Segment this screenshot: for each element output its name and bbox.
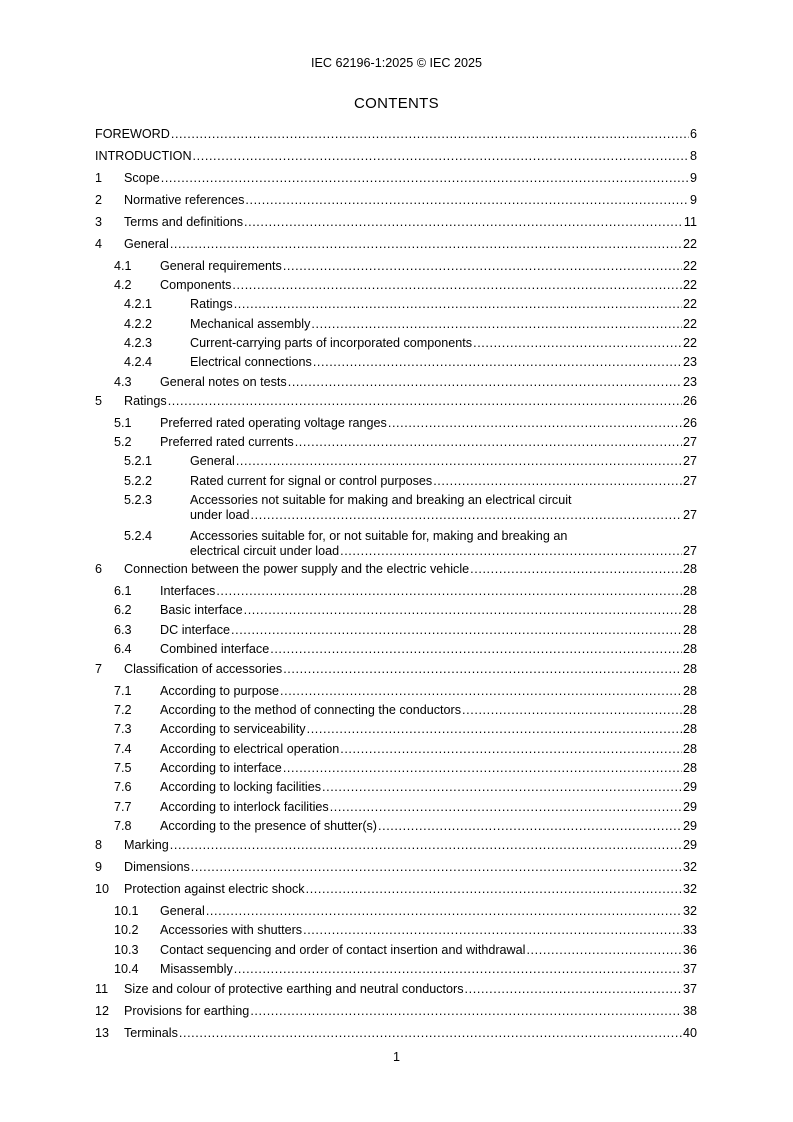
- dot-leader: [470, 562, 682, 576]
- dot-leader: [462, 703, 682, 717]
- toc-entry-title: Normative references: [124, 193, 245, 207]
- dot-leader: [283, 761, 682, 775]
- toc-entry[interactable]: [0, 435, 793, 451]
- toc-entry-title: Classification of accessories: [124, 662, 283, 676]
- toc-entry-title: Connection between the power supply and the electric vehicle: [124, 562, 470, 576]
- toc-entry-number: 7.4: [114, 742, 132, 756]
- toc-entry[interactable]: [0, 529, 793, 545]
- toc-entry-title: According to interface: [160, 761, 282, 775]
- toc-entry-number: 7.2: [114, 703, 132, 717]
- toc-entry-number: 5.2.3: [124, 493, 153, 507]
- dot-leader: [232, 278, 682, 292]
- toc-entry-title: Mechanical assembly: [190, 317, 311, 331]
- toc-entry-title: Rated current for signal or control purposes: [190, 474, 433, 488]
- toc-entry-page: 32: [682, 882, 697, 896]
- toc-entry-title: General: [160, 904, 205, 918]
- toc-entry[interactable]: [0, 149, 793, 165]
- dot-leader: [340, 544, 682, 558]
- toc-entry[interactable]: [0, 838, 793, 854]
- toc-entry-page: 32: [682, 860, 697, 874]
- toc-entry-page: 38: [682, 1004, 697, 1018]
- dot-leader: [311, 317, 682, 331]
- page-title: CONTENTS: [354, 95, 439, 112]
- toc-entry-title: under load: [190, 508, 250, 522]
- dot-leader: [322, 780, 682, 794]
- toc-entry-title: General notes on tests: [160, 375, 287, 389]
- toc-entry-number: 3: [95, 215, 103, 229]
- toc-entry-title: electrical circuit under load: [190, 544, 340, 558]
- toc-entry-page: 22: [682, 336, 697, 350]
- toc-entry-number: 10.1: [114, 904, 139, 918]
- dot-leader: [179, 1026, 682, 1040]
- dot-leader: [307, 722, 682, 736]
- toc-entry-title: Misassembly: [160, 962, 233, 976]
- toc-entry-number: 1: [95, 171, 103, 185]
- toc-entry-page: 28: [682, 684, 697, 698]
- toc-entry-number: 4.2.2: [124, 317, 153, 331]
- dot-leader: [378, 819, 682, 833]
- dot-leader: [295, 435, 682, 449]
- toc-entry-page: 27: [682, 435, 697, 449]
- toc-entry-number: 4.2.4: [124, 355, 153, 369]
- dot-leader: [330, 800, 682, 814]
- toc-entry-title: According to interlock facilities: [160, 800, 329, 814]
- toc-entry-page: 28: [682, 623, 697, 637]
- toc-entry-number: 5.2.4: [124, 529, 153, 543]
- toc-entry-continuation[interactable]: [0, 544, 793, 560]
- toc-entry[interactable]: [0, 278, 793, 294]
- dot-leader: [251, 508, 682, 522]
- toc-entry-title: DC interface: [160, 623, 230, 637]
- toc-entry-number: 2: [95, 193, 103, 207]
- toc-entry-page: 29: [682, 780, 697, 794]
- toc-entry-page: 23: [682, 375, 697, 389]
- toc-entry[interactable]: [0, 584, 793, 600]
- toc-entry-title: Terminals: [124, 1026, 178, 1040]
- toc-entry[interactable]: [0, 336, 793, 352]
- toc-entry-title: INTRODUCTION: [95, 149, 192, 163]
- dot-leader: [465, 982, 682, 996]
- toc-entry[interactable]: [0, 193, 793, 209]
- toc-entry-title: Preferred rated currents: [160, 435, 294, 449]
- dot-leader: [250, 1004, 682, 1018]
- toc-entry-number: 6.4: [114, 642, 132, 656]
- document-header: IEC 62196-1:2025 © IEC 2025: [310, 56, 482, 70]
- toc-entry-page: 29: [682, 800, 697, 814]
- toc-entry-number: 4: [95, 237, 103, 251]
- toc-entry[interactable]: [0, 603, 793, 619]
- dot-leader: [340, 742, 682, 756]
- toc-entry-page: 9: [689, 193, 697, 207]
- toc-entry[interactable]: [0, 819, 793, 835]
- toc-entry-title: According to electrical operation: [160, 742, 340, 756]
- toc-entry-page: 22: [682, 259, 697, 273]
- dot-leader: [170, 237, 682, 251]
- toc-entry[interactable]: [0, 800, 793, 816]
- toc-entry-title: Accessories suitable for, or not suitable for, making and breaking an: [190, 529, 568, 543]
- toc-entry-page: 37: [682, 982, 697, 996]
- page-number: 1: [392, 1050, 400, 1064]
- toc-entry-title: According to the method of connecting the conductors: [160, 703, 462, 717]
- dot-leader: [280, 684, 682, 698]
- toc-entry-page: 33: [682, 923, 697, 937]
- toc-entry-number: 11: [95, 982, 109, 996]
- dot-leader: [216, 584, 682, 598]
- dot-leader: [473, 336, 682, 350]
- toc-entry-page: 28: [682, 584, 697, 598]
- toc-entry-number: 4.2.1: [124, 297, 153, 311]
- toc-entry-title: According to serviceability: [160, 722, 306, 736]
- toc-entry-number: 5.2.1: [124, 454, 153, 468]
- toc-entry-page: 8: [689, 149, 697, 163]
- toc-entry-number: 4.2.3: [124, 336, 153, 350]
- dot-leader: [171, 127, 689, 141]
- toc-entry-title: Protection against electric shock: [124, 882, 305, 896]
- toc-entry-number: 5.2: [114, 435, 132, 449]
- dot-leader: [244, 215, 683, 229]
- toc-entry[interactable]: [0, 375, 793, 391]
- toc-entry-page: 27: [682, 454, 697, 468]
- toc-entry-page: 27: [682, 508, 697, 522]
- dot-leader: [161, 171, 689, 185]
- toc-entry-page: 29: [682, 838, 697, 852]
- toc-entry-number: 6: [95, 562, 103, 576]
- toc-entry-number: 10: [95, 882, 110, 896]
- toc-entry[interactable]: [0, 662, 793, 678]
- toc-entry-page: 36: [682, 943, 697, 957]
- toc-entry-number: 8: [95, 838, 103, 852]
- toc-entry-title: Ratings: [190, 297, 233, 311]
- toc-entry[interactable]: [0, 355, 793, 371]
- toc-entry-page: 28: [682, 562, 697, 576]
- toc-entry[interactable]: [0, 454, 793, 470]
- toc-entry-title: According to the presence of shutter(s): [160, 819, 378, 833]
- toc-entry-page: 27: [682, 544, 697, 558]
- toc-entry-title: General requirements: [160, 259, 282, 273]
- toc-entry-title: Electrical connections: [190, 355, 312, 369]
- toc-entry-page: 22: [682, 297, 697, 311]
- toc-entry-title: Accessories not suitable for making and breaking an electrical circuit: [190, 493, 572, 507]
- toc-entry-page: 22: [682, 317, 697, 331]
- toc-entry-number: 7: [95, 662, 103, 676]
- toc-entry[interactable]: [0, 780, 793, 796]
- toc-entry-page: 9: [689, 171, 697, 185]
- toc-entry-number: 7.6: [114, 780, 132, 794]
- toc-entry-page: 32: [682, 904, 697, 918]
- toc-entry-title: According to locking facilities: [160, 780, 321, 794]
- toc-entry[interactable]: [0, 237, 793, 253]
- toc-entry-page: 28: [682, 722, 697, 736]
- toc-entry[interactable]: [0, 562, 793, 578]
- dot-leader: [288, 375, 682, 389]
- toc-entry-number: 7.5: [114, 761, 132, 775]
- toc-entry[interactable]: [0, 923, 793, 939]
- toc-entry[interactable]: [0, 703, 793, 719]
- toc-entry[interactable]: [0, 127, 793, 143]
- toc-entry[interactable]: [0, 623, 793, 639]
- toc-entry[interactable]: [0, 493, 793, 509]
- toc-entry-page: 28: [682, 603, 697, 617]
- toc-entry-title: Marking: [124, 838, 169, 852]
- toc-entry-title: Dimensions: [124, 860, 190, 874]
- toc-entry[interactable]: [0, 297, 793, 313]
- toc-entry[interactable]: [0, 317, 793, 333]
- dot-leader: [388, 416, 682, 430]
- toc-entry-page: 28: [682, 742, 697, 756]
- dot-leader: [191, 860, 682, 874]
- toc-entry-page: 6: [689, 127, 697, 141]
- toc-entry-page: 22: [682, 237, 697, 251]
- toc-entry[interactable]: [0, 882, 793, 898]
- toc-entry-page: 28: [682, 642, 697, 656]
- toc-entry-number: 6.3: [114, 623, 132, 637]
- toc-entry-page: 28: [682, 703, 697, 717]
- toc-entry[interactable]: [0, 215, 793, 231]
- dot-leader: [234, 962, 682, 976]
- dot-leader: [303, 923, 682, 937]
- toc-entry-title: Current-carrying parts of incorporated components: [190, 336, 473, 350]
- toc-entry-number: 7.3: [114, 722, 132, 736]
- toc-entry-number: 12: [95, 1004, 110, 1018]
- toc-entry[interactable]: [0, 722, 793, 738]
- toc-entry-title: General: [124, 237, 169, 251]
- toc-entry-number: 4.1: [114, 259, 132, 273]
- toc-entry[interactable]: [0, 416, 793, 432]
- toc-entry-title: Combined interface: [160, 642, 270, 656]
- toc-entry[interactable]: [0, 943, 793, 959]
- toc-entry-title: Accessories with shutters: [160, 923, 303, 937]
- toc-entry-number: 6.1: [114, 584, 132, 598]
- toc-entry-number: 7.7: [114, 800, 132, 814]
- dot-leader: [231, 623, 682, 637]
- toc-entry-title: Interfaces: [160, 584, 216, 598]
- dot-leader: [283, 259, 682, 273]
- toc-entry-page: 28: [682, 662, 697, 676]
- dot-leader: [170, 838, 682, 852]
- toc-entry-number: 10.3: [114, 943, 139, 957]
- toc-entry[interactable]: [0, 761, 793, 777]
- dot-leader: [433, 474, 682, 488]
- toc-entry[interactable]: [0, 742, 793, 758]
- toc-entry-number: 4.3: [114, 375, 132, 389]
- toc-entry-page: 28: [682, 761, 697, 775]
- toc-entry-title: Ratings: [124, 394, 167, 408]
- toc-entry-page: 27: [682, 474, 697, 488]
- toc-entry-number: 4.2: [114, 278, 132, 292]
- toc-entry-page: 26: [682, 394, 697, 408]
- toc-entry[interactable]: [0, 1004, 793, 1020]
- toc-entry-number: 9: [95, 860, 103, 874]
- dot-leader: [234, 297, 682, 311]
- toc-entry-number: 7.8: [114, 819, 132, 833]
- toc-entry[interactable]: [0, 171, 793, 187]
- toc-entry-number: 5.2.2: [124, 474, 153, 488]
- toc-entry-number: 7.1: [114, 684, 132, 698]
- toc-entry[interactable]: [0, 259, 793, 275]
- toc-entry-title: Scope: [124, 171, 160, 185]
- dot-leader: [526, 943, 682, 957]
- dot-leader: [270, 642, 682, 656]
- toc-entry-title: Terms and definitions: [124, 215, 244, 229]
- toc-entry[interactable]: [0, 860, 793, 876]
- toc-entry-number: 6.2: [114, 603, 132, 617]
- toc-entry-number: 10.4: [114, 962, 139, 976]
- dot-leader: [283, 662, 682, 676]
- toc-entry-title: Provisions for earthing: [124, 1004, 250, 1018]
- toc-entry-title: General: [190, 454, 235, 468]
- toc-entry-number: 5.1: [114, 416, 132, 430]
- dot-leader: [245, 193, 689, 207]
- toc-entry-page: 29: [682, 819, 697, 833]
- dot-leader: [168, 394, 682, 408]
- dot-leader: [313, 355, 682, 369]
- toc-entry-number: 13: [95, 1026, 110, 1040]
- toc-entry[interactable]: [0, 474, 793, 490]
- toc-entry[interactable]: [0, 684, 793, 700]
- dot-leader: [193, 149, 689, 163]
- toc-entry-title: Size and colour of protective earthing and neutral conductors: [124, 982, 464, 996]
- toc-entry[interactable]: [0, 1026, 793, 1042]
- toc-entry-page: 37: [682, 962, 697, 976]
- dot-leader: [206, 904, 682, 918]
- toc-entry-page: 22: [682, 278, 697, 292]
- toc-entry[interactable]: [0, 982, 793, 998]
- toc-entry[interactable]: [0, 962, 793, 978]
- toc-entry[interactable]: [0, 642, 793, 658]
- toc-entry-title: Preferred rated operating voltage ranges: [160, 416, 387, 430]
- toc-entry-page: 40: [682, 1026, 697, 1040]
- toc-entry-number: 5: [95, 394, 103, 408]
- toc-entry-title: Components: [160, 278, 232, 292]
- toc-entry-page: 11: [683, 215, 697, 229]
- toc-entry-title: According to purpose: [160, 684, 280, 698]
- toc-entry-number: 10.2: [114, 923, 139, 937]
- toc-entry-title: FOREWORD: [95, 127, 170, 141]
- toc-entry-page: 26: [682, 416, 697, 430]
- toc-entry[interactable]: [0, 904, 793, 920]
- toc-entry-title: Basic interface: [160, 603, 243, 617]
- toc-entry[interactable]: [0, 394, 793, 410]
- toc-entry-continuation[interactable]: [0, 508, 793, 524]
- toc-entry-page: 23: [682, 355, 697, 369]
- dot-leader: [236, 454, 682, 468]
- toc-entry-title: Contact sequencing and order of contact insertion and withdrawal: [160, 943, 526, 957]
- dot-leader: [306, 882, 682, 896]
- dot-leader: [244, 603, 682, 617]
